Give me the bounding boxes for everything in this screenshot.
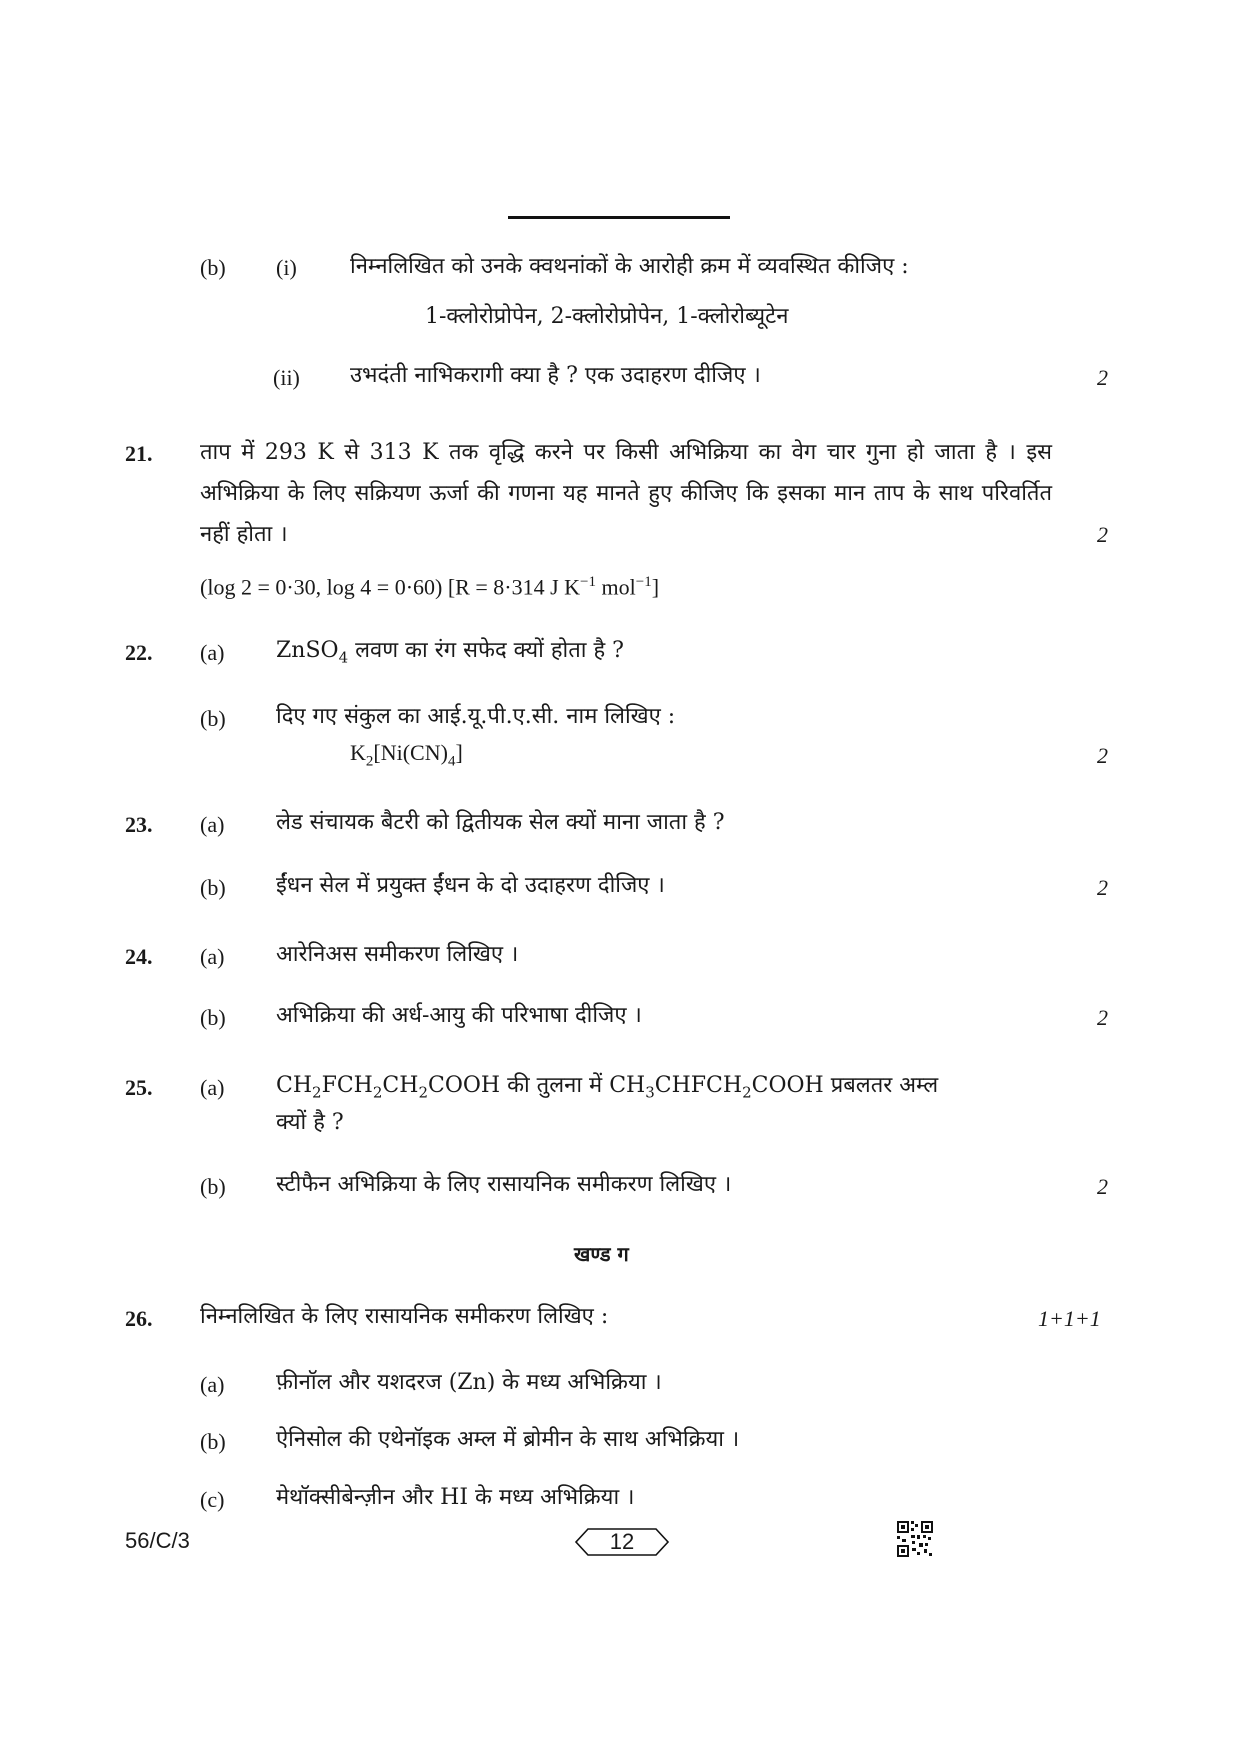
q21-number: 21. — [125, 441, 153, 466]
page-number-box — [574, 1527, 670, 1557]
q25-marks: 2 — [1097, 1174, 1108, 1199]
q26-part-a-text: फ़ीनॉल और यशदरज (Zn) के मध्य अभिक्रिया । — [276, 1370, 662, 1395]
q24-part-b-text: अभिक्रिया की अर्ध-आयु की परिभाषा दीजिए । — [276, 1003, 642, 1028]
q26-part-b-label: (b) — [200, 1429, 226, 1454]
q26-text: निम्नलिखित के लिए रासायनिक समीकरण लिखिए : — [200, 1304, 609, 1329]
q20-part-ii-label: (ii) — [273, 365, 300, 390]
q20-marks: 2 — [1097, 365, 1108, 390]
top-rule — [508, 216, 730, 219]
q20-part-ii-text: उभदंती नाभिकरागी क्या है ? एक उदाहरण दीजिए । — [350, 363, 761, 388]
q24-part-a-text: आरेनिअस समीकरण लिखिए । — [276, 942, 519, 967]
qr-code-icon — [897, 1521, 933, 1557]
q20-part-i-text: निम्नलिखित को उनके क्वथनांकों के आरोही क्रम में व्यवस्थित कीजिए : — [350, 254, 909, 279]
q23-part-a-text: लेड संचायक बैटरी को द्वितीयक सेल क्यों माना जाता है ? — [276, 810, 725, 835]
q26-part-a-label: (a) — [200, 1372, 225, 1397]
q20-part-b-label: (b) — [200, 255, 226, 280]
q21-text: ताप में 293 K से 313 K तक वृद्धि करने पर किसी अभिक्रिया का वेग चार गुना हो जाता है । इस अभिक्रिया के लिए सक्रियण ऊर्जा की गणना यह मानते हुए कीजिए कि इसका मान ताप के साथ परिवर्तित नहीं होता । — [200, 440, 1052, 547]
q24-marks: 2 — [1097, 1005, 1108, 1030]
q25-number: 25. — [125, 1075, 153, 1100]
q26-number: 26. — [125, 1306, 153, 1331]
q23-marks: 2 — [1097, 875, 1108, 900]
q26-marks: 1+1+1 — [1038, 1306, 1101, 1331]
q26-part-c-text: मेथॉक्सीबेन्ज़ीन और HI के मध्य अभिक्रिया । — [276, 1485, 635, 1510]
paper-code: 56/C/3 — [125, 1528, 190, 1553]
q23-part-a-label: (a) — [200, 812, 225, 837]
q23-part-b-label: (b) — [200, 875, 226, 900]
q24-part-a-label: (a) — [200, 944, 225, 969]
q23-number: 23. — [125, 812, 153, 837]
q25-part-b-text: स्टीफैन अभिक्रिया के लिए रासायनिक समीकरण लिखिए । — [276, 1172, 732, 1197]
section-c-heading: खण्ड ग — [574, 1242, 629, 1266]
q26-part-c-label: (c) — [200, 1487, 225, 1512]
q22-part-b-label: (b) — [200, 706, 226, 731]
q21-given-data: (log 2 = 0·30, log 4 = 0·60) [R = 8·314 J $K^{-1}$ mol$^{-1}$] — [200, 574, 660, 600]
q23-part-b-text: ईंधन सेल में प्रयुक्त ईंधन के दो उदाहरण दीजिए । — [276, 873, 665, 898]
q24-number: 24. — [125, 944, 153, 969]
q25-part-a-label: (a) — [200, 1075, 225, 1100]
q22-marks: 2 — [1097, 743, 1108, 768]
q25-part-b-label: (b) — [200, 1174, 226, 1199]
q25-part-a-text-line2: क्यों है ? — [276, 1110, 344, 1135]
q26-part-b-text: ऐनिसोल की एथेनॉइक अम्ल में ब्रोमीन के साथ अभिक्रिया । — [276, 1427, 740, 1452]
q22-complex-formula: $K_2[Ni(CN)_4]$ — [350, 740, 463, 770]
q24-part-b-label: (b) — [200, 1005, 226, 1030]
q25-part-a-text: $CH_2FCH_2CH_2COOH$ की तुलना में $CH_3CHFCH_2COOH$ प्रबलतर अम्ल — [276, 1073, 939, 1102]
q22-number: 22. — [125, 640, 153, 665]
q20-compounds-list: 1-क्लोरोप्रोपेन, 2-क्लोरोप्रोपेन, 1-क्लोरोब्यूटेन — [425, 304, 789, 329]
q22-part-a-text: ZnSO$_4$ लवण का रंग सफेद क्यों होता है ? — [276, 638, 624, 667]
page-number: 12 — [609, 1529, 635, 1554]
q21-marks: 2 — [1097, 522, 1108, 547]
q22-part-a-label: (a) — [200, 640, 225, 665]
q22-part-b-text: दिए गए संकुल का आई.यू.पी.ए.सी. नाम लिखिए : — [276, 704, 676, 729]
q20-part-i-label: (i) — [276, 255, 297, 280]
